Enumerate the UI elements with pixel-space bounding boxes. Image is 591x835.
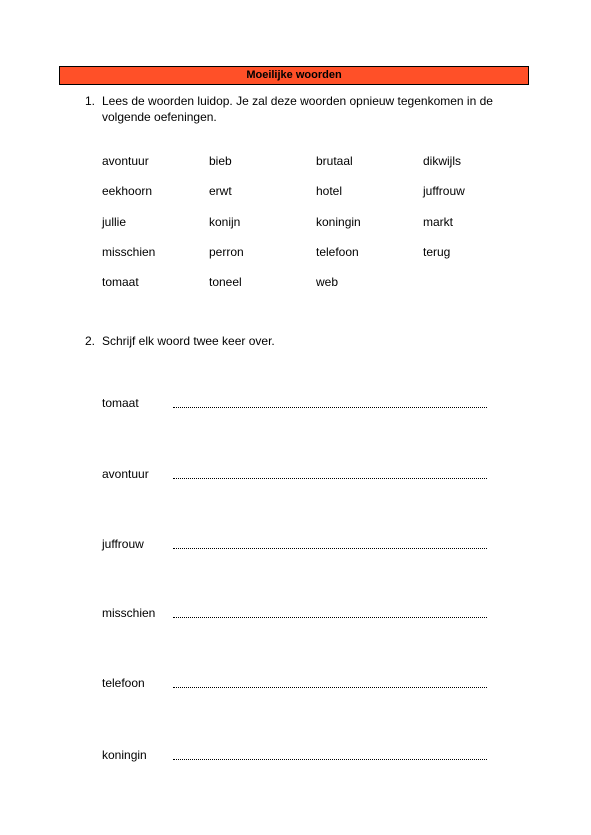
question-2-text: Schrijf elk woord twee keer over. [102, 334, 275, 348]
word-item: web [316, 275, 339, 289]
word-item: hotel [316, 184, 343, 198]
question-2-number: 2. [85, 334, 96, 348]
word-item: avontuur [102, 154, 149, 168]
writing-line [173, 617, 487, 618]
word-item: juffrouw [423, 184, 465, 198]
practice-word: koningin [102, 748, 147, 762]
word-item: eekhoorn [102, 184, 153, 198]
practice-word: tomaat [102, 396, 139, 410]
practice-word: misschien [102, 606, 156, 620]
word-item: koningin [316, 215, 361, 229]
worksheet-title: Moeilijke woorden [59, 66, 529, 85]
word-item: jullie [102, 215, 127, 229]
question-1-text: Lees de woorden luidop. Je zal deze woorden opnieuw tegenkomen in de volgende oefeningen. [102, 94, 493, 124]
word-item: misschien [102, 245, 156, 259]
word-item: brutaal [316, 154, 353, 168]
word-item: dikwijls [423, 154, 462, 168]
word-item: toneel [209, 275, 242, 289]
practice-word: avontuur [102, 467, 149, 481]
practice-word: juffrouw [102, 537, 144, 551]
word-item: tomaat [102, 275, 139, 289]
question-1-number: 1. [85, 94, 96, 108]
word-item: terug [423, 245, 451, 259]
writing-line [173, 687, 487, 688]
word-item: bieb [209, 154, 232, 168]
word-item: erwt [209, 184, 232, 198]
word-item: konijn [209, 215, 241, 229]
writing-line [173, 407, 487, 408]
word-item: perron [209, 245, 244, 259]
writing-line [173, 759, 487, 760]
writing-line [173, 548, 487, 549]
word-item: markt [423, 215, 453, 229]
word-item: telefoon [316, 245, 359, 259]
practice-word: telefoon [102, 676, 145, 690]
writing-line [173, 478, 487, 479]
